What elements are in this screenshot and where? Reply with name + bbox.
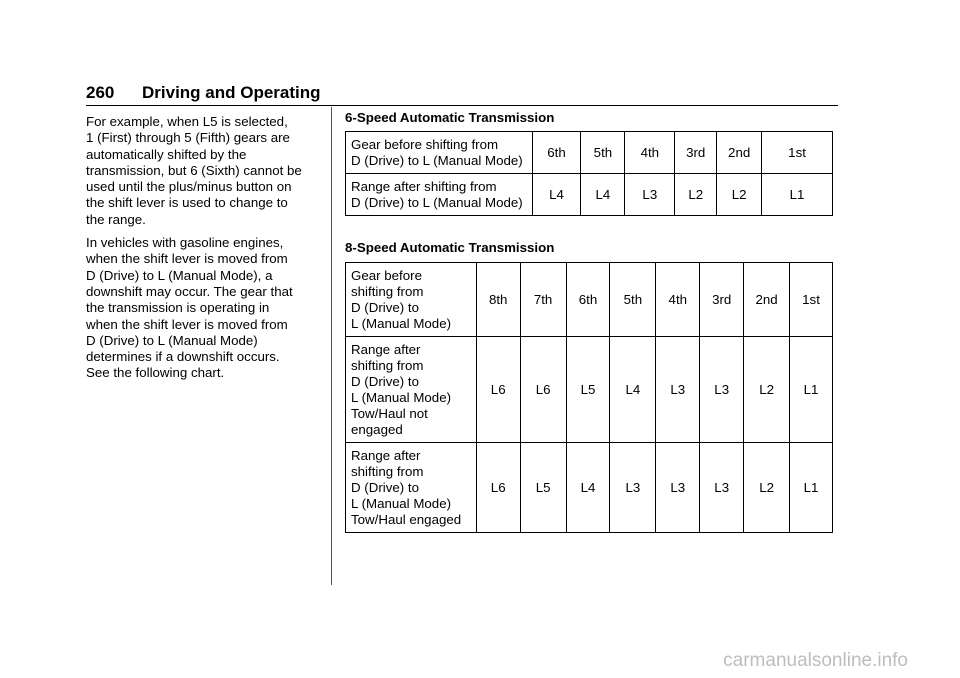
table-cell: 4th [625,132,675,174]
eight-speed-title: 8-Speed Automatic Transmission [345,240,555,255]
table-cell: L5 [520,443,566,533]
table-cell: 2nd [744,263,790,337]
page-header [86,83,321,103]
table-cell: L4 [532,174,581,216]
table-cell: 6th [566,263,610,337]
table-cell: 1st [762,132,833,174]
table-cell: L4 [610,337,656,443]
table-cell: 3rd [700,263,744,337]
table-row [346,443,833,533]
table-cell: 5th [610,263,656,337]
row-label: Range after shifting from D (Drive) to L (Manual Mode) Tow/Haul not engaged [346,337,477,443]
table-cell: L2 [744,443,790,533]
table-cell: 1st [790,263,833,337]
table-cell: 6th [532,132,581,174]
eight-speed-table [345,262,833,533]
table-cell: L6 [476,443,520,533]
table-cell: L2 [717,174,762,216]
table-cell: L3 [625,174,675,216]
six-speed-title: 6-Speed Automatic Transmission [345,110,555,125]
table-cell: 4th [656,263,700,337]
page-number: 260 [86,83,115,102]
section-title: Driving and Operating [142,83,321,102]
table-cell: L1 [790,337,833,443]
left-column [86,114,322,389]
table-cell: 7th [520,263,566,337]
paragraph: For example, when L5 is selected, 1 (First) through 5 (Fifth) gears are automatically shifted by the transmission, but 6 (Sixth) cannot be used until the plus/minus button on the shift lever is used to change to the range. [86,114,302,227]
table-row [346,132,833,174]
table-cell: L2 [744,337,790,443]
table-cell: 3rd [675,132,717,174]
table-cell: 5th [581,132,625,174]
table-row [346,337,833,443]
table-cell: L4 [581,174,625,216]
table-cell: L6 [476,337,520,443]
column-divider [331,107,332,585]
paragraph: In vehicles with gasoline engines, when the shift lever is moved from D (Drive) to L (Manual Mode), a downshift may occur. The gear that the transmission is operating in when the shift lever is moved from D (Drive) to L (Manual Mode) determines if a downshift occurs. See the following chart. [86,235,293,381]
table-cell: L3 [656,337,700,443]
table-cell: L4 [566,443,610,533]
row-label: Gear before shifting from D (Drive) to L (Manual Mode) [346,132,533,174]
table-cell: L6 [520,337,566,443]
table-row [346,174,833,216]
row-label: Gear before shifting from D (Drive) to L (Manual Mode) [346,263,477,337]
table-row [346,263,833,337]
table-cell: L3 [700,337,744,443]
row-label: Range after shifting from D (Drive) to L (Manual Mode) Tow/Haul engaged [346,443,477,533]
table-cell: L2 [675,174,717,216]
row-label: Range after shifting from D (Drive) to L (Manual Mode) [346,174,533,216]
table-cell: 8th [476,263,520,337]
watermark: carmanualsonline.info [723,650,908,671]
table-cell: L3 [700,443,744,533]
table-cell: L3 [656,443,700,533]
table-cell: L1 [762,174,833,216]
table-cell: L5 [566,337,610,443]
table-cell: L1 [790,443,833,533]
six-speed-table [345,131,833,216]
table-cell: L3 [610,443,656,533]
table-cell: 2nd [717,132,762,174]
header-rule [86,105,838,106]
